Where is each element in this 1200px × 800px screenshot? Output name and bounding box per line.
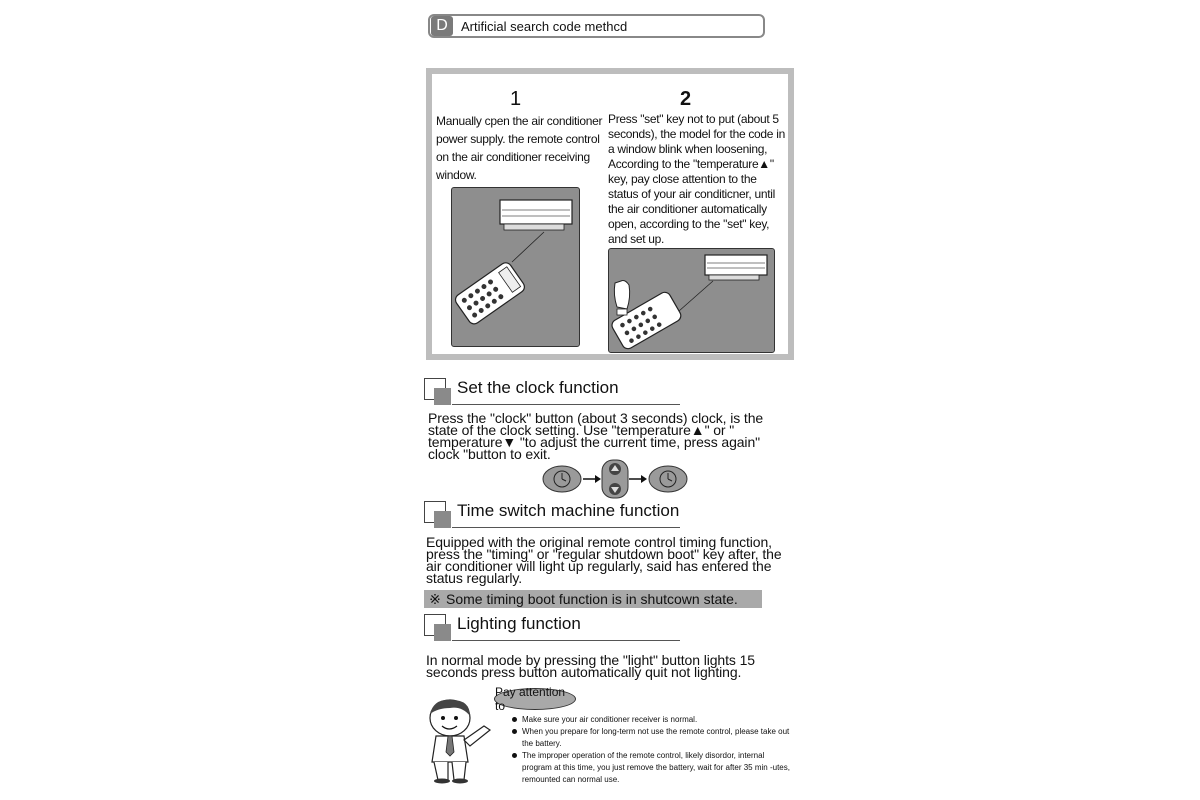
timer-note-text: Some timing boot function is in shutcown state. xyxy=(446,591,738,607)
clock-section-header xyxy=(424,378,684,406)
attention-item: Make sure your air conditioner receiver is normal. xyxy=(512,714,794,726)
timer-note xyxy=(424,590,762,608)
attention-item: When you prepare for long-term not use the remote control, please take out the battery. xyxy=(512,726,794,750)
ac-remote-icon xyxy=(452,188,579,346)
attention-list xyxy=(512,714,794,786)
section-box-fill xyxy=(434,388,451,405)
section-box-fill xyxy=(434,624,451,641)
step-2-text: Press "set" key not to put (about 5 seconds), the model for the code in a window blink when loosening, According to the "temperature▲" key, pay close attention to the status of your air conditicner, until the air conditioner automatically open, according to the "set" key, and set up. xyxy=(608,112,785,246)
section-underline xyxy=(452,404,680,405)
section-letter: D xyxy=(431,16,453,36)
remote-aim-illustration xyxy=(451,187,580,347)
light-section-header xyxy=(424,614,684,642)
arrow-right-icon xyxy=(629,475,647,483)
temperature-up-down-icon xyxy=(602,460,628,498)
timer-section-header xyxy=(424,501,684,529)
pay-attention-bubble: Pay attention to xyxy=(494,688,576,710)
step-1-text: Manually cpen the air conditioner power supply. the remote control on the air conditioner receiving window. xyxy=(436,114,603,182)
timer-section-title: Time switch machine function xyxy=(457,501,680,520)
clock-set-diagram xyxy=(540,458,692,500)
clock-section-title: Set the clock function xyxy=(457,378,619,397)
step-2-number: 2 xyxy=(680,88,692,110)
steps-panel-inner xyxy=(432,74,788,354)
remote-press-illustration xyxy=(608,248,775,353)
section-underline xyxy=(452,527,680,528)
clock-icon xyxy=(649,466,687,492)
section-box-fill xyxy=(434,511,451,528)
clock-description: Press the "clock" button (about 3 seconds) clock, is the state of the clock setting. Use "temperature▲" or " temperature▼ "to adjust the current time, press again" clock "button to exit. xyxy=(428,410,764,462)
light-section-title: Lighting function xyxy=(457,614,581,633)
step-1-number: 1 xyxy=(510,88,522,110)
timer-description: Equipped with the original remote control timing function, press the "timing" or "regular shutdown boot" key after, the air conditioner will light up regularly, said has entered the status regularly. xyxy=(426,534,782,586)
attention-item: The improper operation of the remote control, likely disordor, internal program at this time, you just remove the battery, wait for after 35 min -utes, remounted can normal use. xyxy=(512,750,794,786)
section-title: Artificial search code methcd xyxy=(461,18,628,34)
mascot-icon xyxy=(420,696,496,784)
arrow-right-icon xyxy=(583,475,601,483)
section-underline xyxy=(452,640,680,641)
hand-remote-icon xyxy=(609,249,774,352)
clock-icon xyxy=(543,466,581,492)
section-d-header xyxy=(428,14,765,38)
light-description: In normal mode by pressing the "light" button lights 15 seconds press button automatically quit not lighting. xyxy=(426,652,755,680)
asterisk-icon: ※ xyxy=(429,590,441,607)
steps-panel xyxy=(426,68,794,360)
